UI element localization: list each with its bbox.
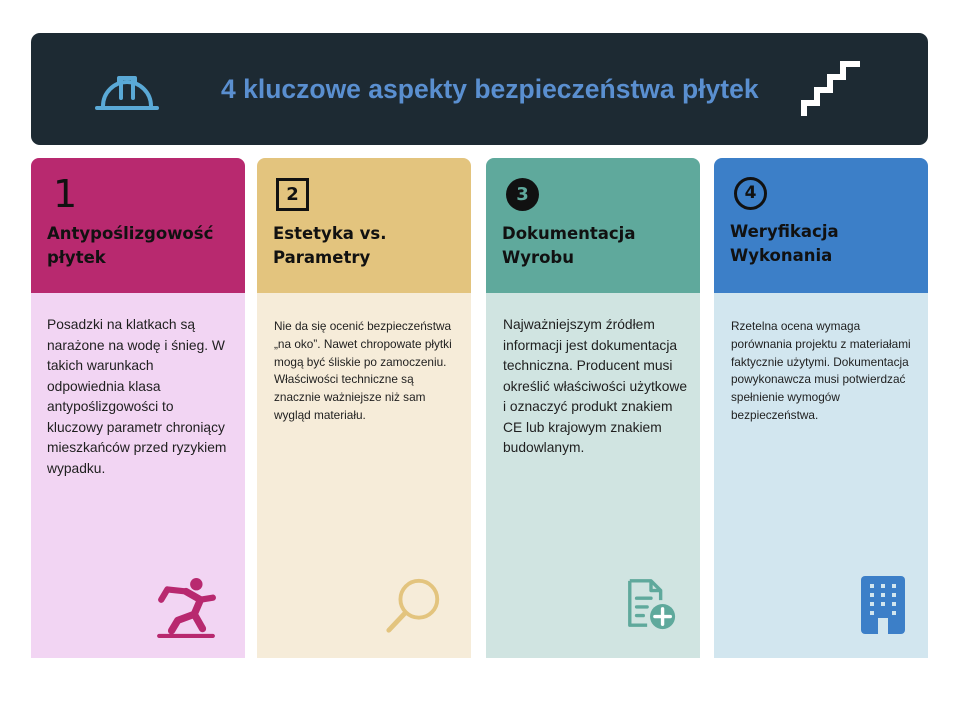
card-header — [31, 158, 245, 293]
building-icon — [860, 575, 906, 635]
card-number: 1 — [53, 172, 78, 216]
card-header — [486, 158, 700, 293]
card-verification — [714, 158, 928, 658]
card-body — [257, 293, 471, 658]
card-body — [486, 293, 700, 658]
card-aesthetics — [257, 158, 471, 658]
card-description: Najważniejszym źródłem informacji jest dokumentacja techniczna. Producent musi określić właściwości użytkowe i oznaczyć produkt znakiem CE lub krajowym znakiem budowlanym. — [503, 317, 688, 455]
card-title: Antypoślizgowość płytek — [47, 224, 214, 267]
stairs-icon — [800, 56, 866, 120]
card-title: Weryfikacja Wykonania — [730, 222, 839, 265]
card-title: Dokumentacja Wyrobu — [502, 224, 636, 267]
card-header — [257, 158, 471, 293]
document-add-icon — [624, 577, 678, 631]
page-title: 4 kluczowe aspekty bezpieczeństwa płytek — [221, 74, 759, 104]
card-number: 2 — [276, 178, 309, 211]
slipping-person-icon — [155, 577, 217, 639]
hard-hat-icon — [95, 66, 159, 112]
card-number: 3 — [506, 178, 539, 211]
card-number: 4 — [734, 177, 767, 210]
card-description: Rzetelna ocena wymaga porównania projektu z materiałami faktycznie użytymi. Dokumentacja powykonawcza musi potwierdzać spełnienie wymogów bezpieczeństwa. — [731, 319, 911, 422]
card-antislip — [31, 158, 245, 658]
magnifier-icon — [383, 576, 445, 638]
card-description: Posadzki na klatkach są narażone na wodę i śnieg. W takich warunkach odpowiednia klasa antypoślizgowości to kluczowy parametr chroniący mieszkańców przed ryzykiem wypadku. — [47, 317, 227, 476]
card-title: Estetyka vs. Parametry — [273, 224, 387, 267]
header-banner — [31, 33, 928, 145]
card-documentation — [486, 158, 700, 658]
card-body — [31, 293, 245, 658]
card-description: Nie da się ocenić bezpieczeństwa „na oko”. Nawet chropowate płytki mogą być śliskie po zamoczeniu. Właściwości techniczne są znacznie ważniejsze niż sam wygląd materiału. — [274, 319, 452, 422]
card-header — [714, 158, 928, 293]
card-body — [714, 293, 928, 658]
